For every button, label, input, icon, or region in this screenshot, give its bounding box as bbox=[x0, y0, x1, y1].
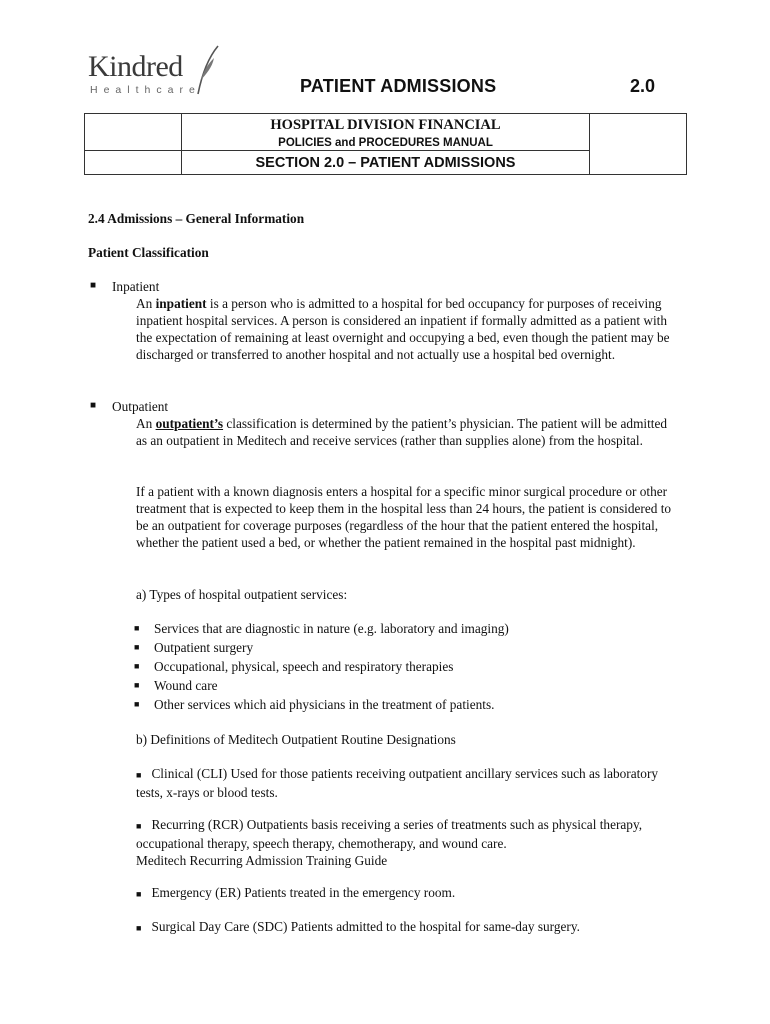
definition-recurring bbox=[136, 816, 676, 869]
definition-emergency-text: Emergency (ER) Patients treated in the emergency room. bbox=[151, 885, 456, 900]
inpatient-definition bbox=[136, 295, 681, 363]
header-cell-section bbox=[182, 151, 590, 175]
inpatient-prefix: An bbox=[136, 296, 156, 311]
outpatient-definition bbox=[136, 415, 681, 449]
bullet-icon: ■ bbox=[134, 699, 140, 709]
bullet-icon: ■ bbox=[134, 680, 140, 690]
manual-subtitle: POLICIES and PROCEDURES MANUAL bbox=[278, 137, 493, 149]
header-cell-left bbox=[85, 114, 182, 151]
definition-emergency bbox=[136, 884, 676, 903]
header-cell-right bbox=[590, 114, 687, 175]
list-item bbox=[130, 638, 509, 657]
list-item-text: Other services which aid physicians in the treatment of patients. bbox=[154, 697, 495, 712]
outpatient-text: classification is determined by the patient’s physician. The patient will be admitted as an outpatient in Meditech and receive services (rather than supplies alone) from the hospital. bbox=[136, 416, 668, 448]
kindred-logo bbox=[88, 44, 218, 100]
list-item-text: Wound care bbox=[154, 678, 218, 693]
outpatient-prefix: An bbox=[136, 416, 156, 431]
definition-surgical-day-care bbox=[136, 918, 676, 937]
leaf-icon bbox=[194, 44, 220, 96]
list-item bbox=[130, 619, 509, 638]
list-item bbox=[130, 657, 509, 676]
logo-wordmark: Kindred bbox=[88, 50, 183, 83]
types-heading: a) Types of hospital outpatient services: bbox=[136, 587, 348, 602]
section-number: 2.0 bbox=[630, 76, 656, 96]
bullet-icon: ■ bbox=[134, 661, 140, 671]
definition-clinical bbox=[136, 765, 676, 801]
recurring-training-guide: Meditech Recurring Admission Training Guide bbox=[136, 853, 388, 868]
inpatient-text: is a person who is admitted to a hospital for bed occupancy for purposes of receiving inpatient hospital services. A person is considered an inpatient if formally admitted as a patient with the expectation of remaining at least overnight and occupying a bed, even though the patient may be discharged or transferred to another hospital and not actually use a hospital bed overnight. bbox=[136, 296, 670, 362]
bullet-icon: ■ bbox=[136, 923, 142, 933]
list-item-text: Occupational, physical, speech and respiratory therapies bbox=[154, 659, 454, 674]
outpatient-label: Outpatient bbox=[112, 399, 169, 414]
outpatient-services-list bbox=[130, 619, 509, 714]
definition-clinical-text: Clinical (CLI) Used for those patients receiving outpatient ancillary services such as laboratory tests, x-rays or blood tests. bbox=[136, 766, 659, 800]
list-item-text: Outpatient surgery bbox=[154, 640, 254, 655]
manual-division-title: HOSPITAL DIVISION FINANCIAL bbox=[270, 117, 501, 133]
list-item bbox=[130, 695, 509, 714]
manual-section-title: SECTION 2.0 – PATIENT ADMISSIONS bbox=[255, 154, 516, 171]
page-title: PATIENT ADMISSIONS bbox=[300, 76, 497, 96]
inpatient-term: inpatient bbox=[155, 296, 207, 311]
bullet-icon: ■ bbox=[134, 623, 140, 633]
bullet-icon: ■ bbox=[90, 280, 97, 291]
bullet-icon: ■ bbox=[136, 889, 142, 899]
header-cell-left-bottom bbox=[85, 151, 182, 175]
logo-subtitle: Healthcare bbox=[90, 84, 201, 96]
list-item bbox=[130, 676, 509, 695]
outpatient-term: outpatient’s bbox=[155, 416, 224, 431]
header-cell-center bbox=[182, 114, 590, 151]
subheading: Patient Classification bbox=[88, 245, 209, 260]
outpatient-coverage-paragraph: If a patient with a known diagnosis enters a hospital for a specific minor surgical procedure or other treatment that is expected to keep them in the hospital less than 24 hours, the patient is considered to be an outpatient for coverage purposes (regardless of the hour that the patient entered the hospital, whether the patient used a bed, or whether the patient remained in the hospital past midnight). bbox=[136, 484, 672, 550]
definition-recurring-text: Recurring (RCR) Outpatients basis receiving a series of treatments such as physical therapy, occupational therapy, speech therapy, chemotherapy, and wound care. bbox=[136, 817, 643, 851]
inpatient-label: Inpatient bbox=[112, 279, 160, 294]
section-heading: 2.4 Admissions – General Information bbox=[88, 211, 305, 226]
definitions-heading: b) Definitions of Meditech Outpatient Routine Designations bbox=[136, 732, 456, 747]
list-item-text: Services that are diagnostic in nature (e.g. laboratory and imaging) bbox=[154, 621, 509, 636]
bullet-icon: ■ bbox=[136, 821, 142, 831]
bullet-icon: ■ bbox=[90, 400, 97, 411]
bullet-icon: ■ bbox=[134, 642, 140, 652]
bullet-icon: ■ bbox=[136, 770, 142, 780]
definition-sdc-text: Surgical Day Care (SDC) Patients admitted to the hospital for same-day surgery. bbox=[151, 919, 580, 934]
manual-header-table bbox=[84, 113, 687, 175]
